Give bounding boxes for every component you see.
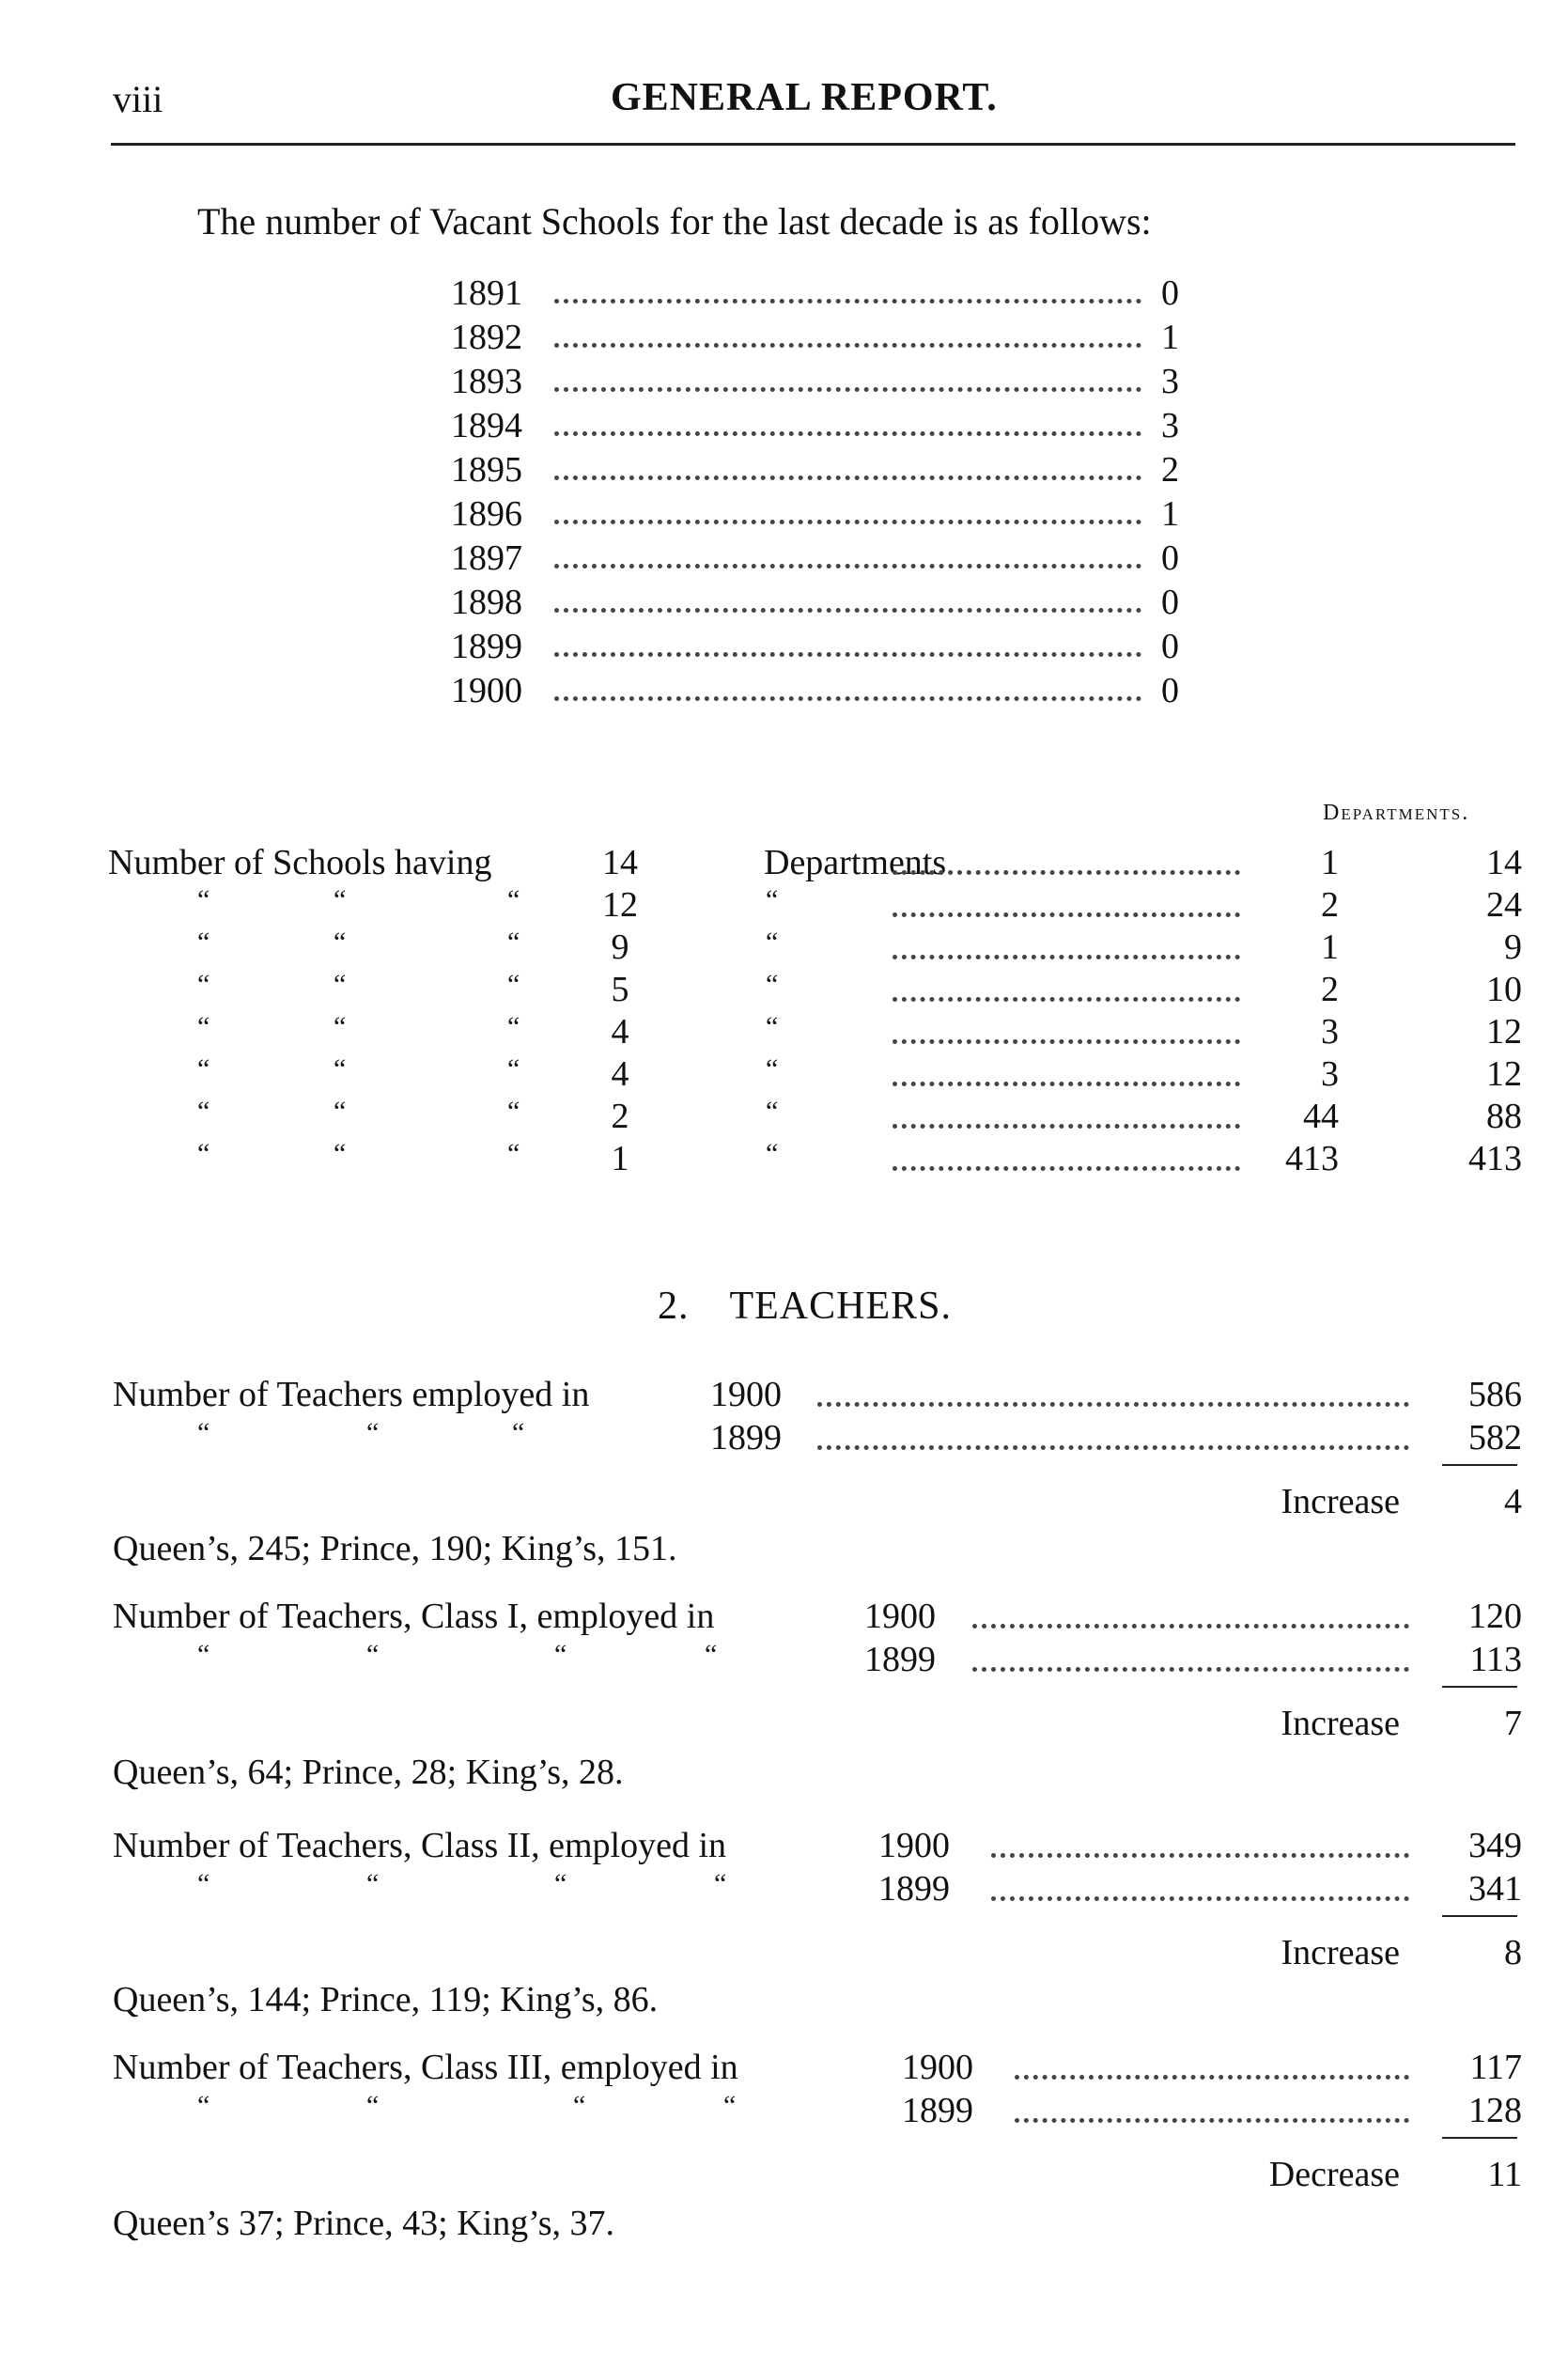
departments-column-header: Departments. — [1323, 801, 1470, 825]
leader-dots — [554, 343, 1141, 348]
department-count: 14 — [602, 843, 638, 882]
value: 117 — [1469, 2048, 1522, 2087]
year: 1891 — [451, 273, 522, 313]
leader-dots — [893, 1039, 1240, 1044]
departments-word: Departments — [764, 843, 947, 882]
departments-total: 12 — [1486, 1054, 1522, 1094]
ditto-mark: “ — [197, 1417, 210, 1448]
departments-total: 12 — [1486, 1012, 1522, 1052]
table-row — [113, 1417, 1522, 1460]
row-label: Number of Teachers, Class III, employed in — [113, 2048, 738, 2087]
ditto-mark: “ — [366, 1639, 380, 1670]
sum-rule — [1442, 1464, 1517, 1466]
table-row — [108, 884, 1522, 927]
year: 1900 — [864, 1597, 936, 1636]
value: 0 — [1161, 583, 1179, 622]
ditto-mark: “ — [334, 1011, 347, 1042]
ditto-mark: “ — [197, 1053, 210, 1084]
list-item — [451, 582, 1179, 627]
leader-dots — [554, 652, 1141, 657]
department-count: 5 — [611, 970, 629, 1009]
ditto-mark: “ — [507, 884, 520, 915]
departments-total: 14 — [1486, 843, 1522, 882]
leader-dots — [817, 1445, 1409, 1450]
table-row — [108, 927, 1522, 970]
value: 586 — [1468, 1375, 1522, 1414]
list-item — [451, 493, 1179, 538]
difference-row — [1033, 1932, 1522, 1975]
difference-label: Increase — [1281, 1704, 1400, 1743]
schools-count: 3 — [1321, 1012, 1339, 1052]
list-item — [451, 317, 1179, 362]
leader-dots — [972, 1624, 1409, 1629]
leader-dots — [554, 520, 1141, 524]
row-prefix: Number of Schools having — [108, 843, 492, 882]
year: 1900 — [710, 1375, 782, 1414]
ditto-mark: “ — [766, 927, 779, 958]
value: 0 — [1161, 538, 1179, 578]
ditto-mark: “ — [197, 969, 210, 1000]
ditto-mark: “ — [366, 1417, 380, 1448]
list-item — [451, 273, 1179, 318]
ditto-mark: “ — [197, 1639, 210, 1670]
ditto-mark: “ — [766, 1138, 779, 1169]
ditto-mark: “ — [507, 927, 520, 958]
value: 3 — [1161, 362, 1179, 401]
schools-count: 1 — [1321, 843, 1339, 882]
department-count: 9 — [611, 927, 629, 967]
ditto-mark: “ — [334, 1053, 347, 1084]
division-note: Queen’s, 64; Prince, 28; King’s, 28. — [113, 1753, 624, 1792]
ditto-mark: “ — [766, 884, 779, 915]
schools-count: 2 — [1321, 970, 1339, 1009]
year: 1897 — [451, 538, 522, 578]
sum-rule — [1442, 1686, 1517, 1688]
leader-dots — [554, 564, 1141, 569]
department-count: 1 — [611, 1139, 629, 1178]
ditto-mark: “ — [366, 2090, 380, 2121]
value: 2 — [1161, 450, 1179, 490]
table-row — [108, 842, 1522, 885]
ditto-mark: “ — [334, 927, 347, 958]
page-number: viii — [113, 78, 163, 120]
row-label: Number of Teachers, Class II, employed in — [113, 1826, 727, 1865]
vacant-schools-intro: The number of Vacant Schools for the last decade is as follows: — [197, 200, 1152, 242]
ditto-mark: “ — [507, 1138, 520, 1169]
department-count: 4 — [611, 1054, 629, 1094]
year: 1894 — [451, 406, 522, 445]
difference-value: 8 — [1504, 1933, 1522, 1972]
value: 3 — [1161, 406, 1179, 445]
leader-dots — [817, 1402, 1409, 1407]
value: 0 — [1161, 627, 1179, 666]
list-item — [451, 670, 1179, 715]
leader-dots — [893, 955, 1240, 959]
ditto-mark: “ — [197, 1011, 210, 1042]
departments-total: 88 — [1486, 1097, 1522, 1136]
value: 341 — [1468, 1869, 1522, 1909]
difference-label: Increase — [1281, 1482, 1400, 1521]
table-row — [108, 1053, 1522, 1097]
leader-dots — [554, 475, 1141, 480]
departments-total: 24 — [1486, 885, 1522, 925]
table-row — [113, 1825, 1522, 1868]
difference-row — [1033, 2154, 1522, 2197]
division-note: Queen’s 37; Prince, 43; King’s, 37. — [113, 2204, 615, 2243]
ditto-mark: “ — [554, 1868, 567, 1899]
division-note: Queen’s, 144; Prince, 119; King’s, 86. — [113, 1980, 659, 2019]
ditto-mark: “ — [197, 1868, 210, 1899]
leader-dots — [893, 1124, 1240, 1129]
year: 1896 — [451, 494, 522, 534]
ditto-mark: “ — [705, 1639, 718, 1670]
ditto-mark: “ — [714, 1868, 727, 1899]
leader-dots — [1015, 2118, 1409, 2123]
ditto-mark: “ — [766, 1011, 779, 1042]
value: 113 — [1469, 1640, 1522, 1679]
table-row — [113, 2047, 1522, 2090]
sum-rule — [1442, 1915, 1517, 1917]
table-row — [108, 1138, 1522, 1181]
header-rule — [111, 143, 1515, 146]
ditto-mark: “ — [507, 1096, 520, 1127]
ditto-mark: “ — [766, 1053, 779, 1084]
ditto-mark: “ — [366, 1868, 380, 1899]
leader-dots — [554, 608, 1141, 613]
schools-count: 44 — [1303, 1097, 1339, 1136]
row-label: Number of Teachers, Class I, employed in — [113, 1597, 715, 1636]
value: 128 — [1468, 2091, 1522, 2130]
list-item — [451, 449, 1179, 494]
table-row — [108, 1096, 1522, 1139]
year: 1898 — [451, 583, 522, 622]
year: 1900 — [902, 2048, 973, 2087]
leader-dots — [1015, 2075, 1409, 2080]
schools-count: 3 — [1321, 1054, 1339, 1094]
schools-count: 2 — [1321, 885, 1339, 925]
year: 1900 — [878, 1826, 950, 1865]
list-item — [451, 361, 1179, 406]
year: 1892 — [451, 318, 522, 357]
ditto-mark: “ — [573, 2090, 586, 2121]
year: 1899 — [902, 2091, 973, 2130]
leader-dots — [893, 997, 1240, 1002]
table-row — [113, 1639, 1522, 1682]
leader-dots — [893, 1082, 1240, 1086]
table-row — [108, 969, 1522, 1012]
ditto-mark: “ — [197, 1096, 210, 1127]
ditto-mark: “ — [723, 2090, 737, 2121]
ditto-mark: “ — [554, 1639, 567, 1670]
schools-count: 1 — [1321, 927, 1339, 967]
value: 1 — [1161, 318, 1179, 357]
department-count: 4 — [611, 1012, 629, 1052]
ditto-mark: “ — [507, 1011, 520, 1042]
value: 349 — [1468, 1826, 1522, 1865]
ditto-mark: “ — [766, 1096, 779, 1127]
leader-dots — [554, 387, 1141, 392]
ditto-mark: “ — [512, 1417, 525, 1448]
year: 1899 — [710, 1418, 782, 1457]
year: 1899 — [864, 1640, 936, 1679]
value: 120 — [1468, 1597, 1522, 1636]
difference-row — [1033, 1481, 1522, 1524]
leader-dots — [893, 870, 1240, 875]
leader-dots — [554, 696, 1141, 701]
year: 1895 — [451, 450, 522, 490]
list-item — [451, 538, 1179, 583]
leader-dots — [991, 1896, 1409, 1901]
value: 582 — [1468, 1418, 1522, 1457]
division-note: Queen’s, 245; Prince, 190; King’s, 151. — [113, 1529, 677, 1568]
leader-dots — [893, 912, 1240, 917]
difference-value: 4 — [1504, 1482, 1522, 1521]
difference-value: 7 — [1504, 1704, 1522, 1743]
difference-label: Decrease — [1268, 2155, 1400, 2194]
ditto-mark: “ — [334, 1138, 347, 1169]
row-label: Number of Teachers employed in — [113, 1375, 590, 1414]
table-row — [108, 1011, 1522, 1054]
value: 0 — [1161, 273, 1179, 313]
difference-value: 11 — [1487, 2155, 1522, 2194]
schools-count: 413 — [1285, 1139, 1339, 1178]
leader-dots — [991, 1853, 1409, 1858]
ditto-mark: “ — [507, 1053, 520, 1084]
value: 1 — [1161, 494, 1179, 534]
list-item — [451, 405, 1179, 450]
list-item — [451, 626, 1179, 671]
ditto-mark: “ — [197, 927, 210, 958]
ditto-mark: “ — [766, 969, 779, 1000]
difference-label: Increase — [1281, 1933, 1400, 1972]
table-row — [113, 2090, 1522, 2133]
departments-total: 413 — [1468, 1139, 1522, 1178]
value: 0 — [1161, 671, 1179, 710]
department-count: 2 — [611, 1097, 629, 1136]
ditto-mark: “ — [197, 1138, 210, 1169]
year: 1900 — [451, 671, 522, 710]
year: 1899 — [878, 1869, 950, 1909]
departments-total: 9 — [1504, 927, 1522, 967]
department-count: 12 — [602, 885, 638, 925]
table-row — [113, 1374, 1522, 1417]
leader-dots — [554, 299, 1141, 304]
departments-total: 10 — [1486, 970, 1522, 1009]
year: 1893 — [451, 362, 522, 401]
section-title-teachers: 2. TEACHERS. — [658, 1285, 953, 1328]
ditto-mark: “ — [507, 969, 520, 1000]
ditto-mark: “ — [334, 969, 347, 1000]
page-title: GENERAL REPORT. — [611, 76, 998, 119]
leader-dots — [972, 1667, 1409, 1672]
ditto-mark: “ — [197, 2090, 210, 2121]
sum-rule — [1442, 2137, 1517, 2139]
difference-row — [1033, 1703, 1522, 1746]
leader-dots — [893, 1166, 1240, 1171]
year: 1899 — [451, 627, 522, 666]
table-row — [113, 1596, 1522, 1639]
table-row — [113, 1868, 1522, 1911]
ditto-mark: “ — [197, 884, 210, 915]
leader-dots — [554, 431, 1141, 436]
ditto-mark: “ — [334, 1096, 347, 1127]
ditto-mark: “ — [334, 884, 347, 915]
